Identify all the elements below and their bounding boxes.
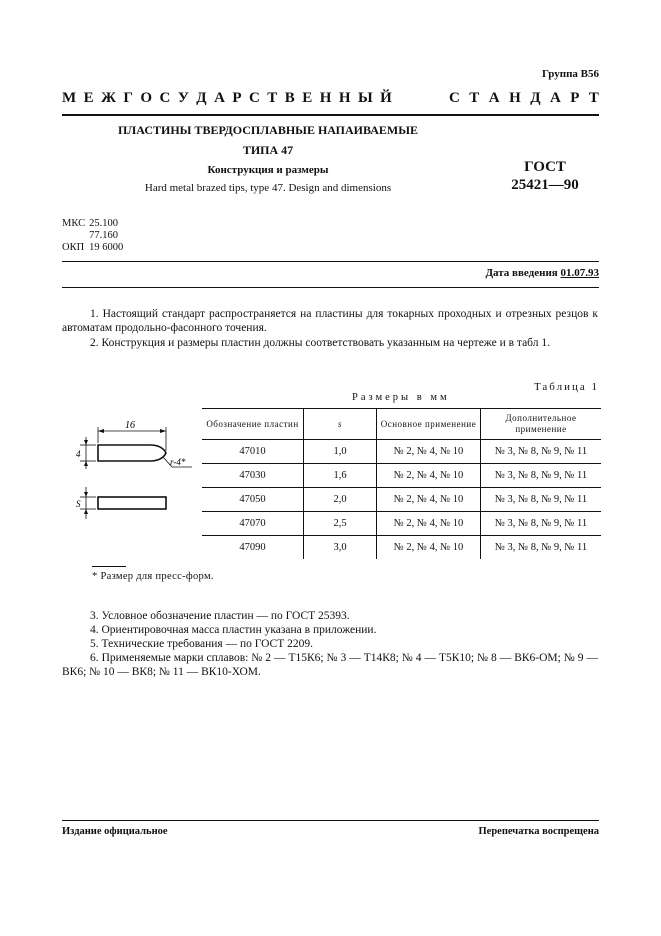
code-value: 19 6000 [89,242,124,253]
footnote: * Размер для пресс-форм. [92,571,214,582]
cell-main-use: № 2, № 4, № 10 [377,512,481,536]
cell-designation: 47010 [202,440,304,464]
dim-length-label: 16 [125,420,135,431]
column-header-main-use: Основное применение [377,409,481,440]
group-code: Группа В56 [541,68,599,80]
code-key [62,230,89,242]
cell-s: 1,0 [304,440,377,464]
banner-word-2: С Т А Н Д А Р Т [449,90,599,106]
cell-s: 2,0 [304,488,377,512]
cell-main-use: № 2, № 4, № 10 [377,464,481,488]
cell-extra-use: № 3, № 8, № 9, № 11 [481,464,602,488]
paragraph-3: 3. Условное обозначение пластин — по ГОСТ 25393. [90,610,350,622]
table-units: Размеры в мм [352,392,450,403]
cell-designation: 47050 [202,488,304,512]
footnote-rule [92,566,126,567]
cell-main-use: № 2, № 4, № 10 [377,440,481,464]
intro-date-value: 01.07.93 [560,267,599,279]
code-key: ОКП [62,242,85,253]
document-subtitle-type: ТИПА 47 [242,143,294,157]
dim-height-label: 4 [76,449,81,459]
paragraph-2: 2. Конструкция и размеры пластин должны соответствовать указанным на чертеже и в табл 1. [90,337,550,349]
intro-rule-bottom [62,287,599,288]
table-row [202,464,601,488]
code-value: 77.160 [89,230,118,241]
footer-official-edition: Издание официальное [62,826,168,837]
dim-radius-label: r-4* [170,457,186,467]
cell-designation: 47090 [239,542,266,553]
cell-s: 3,0 [304,536,377,560]
english-title: Hard metal brazed tips, type 47. Design and dimensions [144,182,392,194]
intro-rule [62,261,599,262]
gost-number: 25421—90 [511,177,579,193]
cell-extra-use: № 3, № 8, № 9, № 11 [481,488,602,512]
cell-designation: 47070 [202,512,304,536]
paragraph-6: 6. Применяемые марки сплавов: № 2 — Т15К6; № 3 — Т14К8; № 4 — Т5К10; № 8 — ВК6-ОМ; № 9 — ВК6; № 10 — ВК8; № 11 — ВК10-ХОМ. [62,652,598,678]
document-subtitle-design: Конструкция и размеры [207,164,329,176]
table-caption: Таблица 1 [533,381,599,393]
gost-designation [470,158,620,194]
table-row [202,512,601,536]
cell-s: 1,6 [304,464,377,488]
paragraph-5: 5. Технические требования — по ГОСТ 2209. [90,638,313,650]
banner-word-1: М Е Ж Г О С У Д А Р С Т В Е Н Н Ы Й [62,90,392,106]
table-row [202,440,601,464]
gost-label: ГОСТ [524,159,566,175]
cell-main-use: № 2, № 4, № 10 [377,536,481,560]
code-value: 25.100 [89,218,118,229]
cell-extra-use: № 3, № 8, № 9, № 11 [481,536,602,560]
cell-extra-use: № 3, № 8, № 9, № 11 [481,512,602,536]
table-row [202,536,601,560]
intro-date-label: Дата введения [485,267,558,279]
standard-banner [62,90,599,107]
cell-extra-use: № 3, № 8, № 9, № 11 [481,440,602,464]
column-header-s: s [304,409,377,440]
paragraph-1: 1. Настоящий стандарт распространяется на пластины для токарных проходных и отрезных резцов к автоматам продольно-фасонного точения. [62,308,598,334]
table-header-row [202,409,601,440]
footer-rule [62,820,599,821]
footer-reprint-notice: Перепечатка воспрещена [478,826,599,837]
header-rule [62,114,599,116]
cell-designation: 47030 [202,464,304,488]
classification-codes [62,218,127,254]
dim-thickness-label: S [76,499,81,509]
dimensions-table [202,408,601,559]
paragraph-4: 4. Ориентировочная масса пластин указана в приложении. [90,624,377,636]
column-header-designation: Обозначение пластин [202,409,304,440]
document-title: ПЛАСТИНЫ ТВЕРДОСПЛАВНЫЕ НАПАИВАЕМЫЕ [117,123,419,137]
cell-main-use: № 2, № 4, № 10 [377,488,481,512]
table-row [202,488,601,512]
column-header-extra-use: Дополнительное применение [481,409,602,440]
cell-s: 2,5 [304,512,377,536]
intro-date [485,267,599,279]
code-key: МКС [62,218,86,229]
tip-drawing [70,415,195,527]
